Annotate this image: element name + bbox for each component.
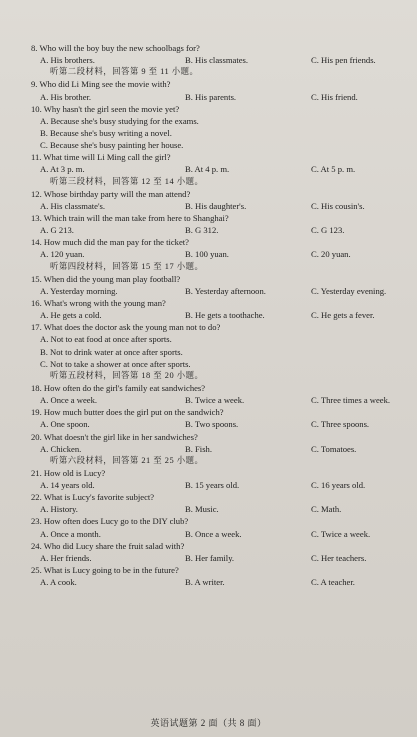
answer-options-row: [0, 503, 417, 515]
question-text: 21. How old is Lucy?: [31, 467, 106, 478]
answer-options-row: [0, 309, 417, 321]
question-text: 20. What doesn't the girl like in her sandwiches?: [31, 431, 198, 442]
answer-options-row: [0, 54, 417, 66]
option-a: A. One spoon.: [40, 419, 90, 430]
option-b: B. His daughter's.: [185, 200, 247, 211]
answer-options-row: [0, 163, 417, 175]
option-c: C. A teacher.: [311, 577, 355, 588]
answer-option: A. Not to eat food at once after sports.: [40, 334, 172, 345]
section-instruction: 听第四段材料，回答第 15 至 17 小题。: [50, 261, 204, 271]
question-text: 16. What's wrong with the young man?: [31, 297, 166, 308]
answer-options-row: [0, 479, 417, 491]
section-instruction: 听第三段材料，回答第 12 至 14 小题。: [50, 176, 204, 186]
answer-options-row: [0, 552, 417, 564]
option-b: B. 15 years old.: [185, 480, 240, 491]
section-instruction: 听第六段材料，回答第 21 至 25 小题。: [50, 455, 204, 465]
option-b: B. Her family.: [185, 552, 235, 563]
option-a: A. Once a month.: [40, 528, 101, 539]
option-a: A. 120 yuan.: [40, 249, 85, 260]
option-a: A. His brother.: [40, 91, 92, 102]
page-footer: 英语试题第 2 面（共 8 面）: [150, 718, 267, 728]
question-text: 15. When did the young man play football?: [31, 273, 181, 284]
question-text: 22. What is Lucy's favorite subject?: [31, 492, 155, 503]
question-text: 19. How much butter does the girl put on the sandwich?: [31, 407, 224, 418]
option-b: B. Once a week.: [185, 528, 242, 539]
option-c: C. Twice a week.: [311, 528, 371, 539]
question-text: 11. What time will Li Ming call the girl?: [31, 152, 171, 163]
option-b: B. 100 yuan.: [185, 249, 229, 260]
question-text: 12. Whose birthday party will the man attend?: [31, 188, 191, 199]
question-text: 10. Why hasn't the girl seen the movie yet?: [31, 103, 180, 114]
option-a: A. He gets a cold.: [40, 310, 102, 321]
section-instruction: 听第五段材料，回答第 18 至 20 小题。: [50, 370, 204, 380]
answer-options-row: [0, 528, 417, 540]
answer-options-row: [0, 224, 417, 236]
option-c: C. 16 years old.: [311, 480, 366, 491]
option-c: C. 20 yuan.: [311, 249, 351, 260]
option-b: B. He gets a toothache.: [185, 310, 265, 321]
option-a: A. 14 years old.: [40, 480, 95, 491]
option-a: A. His classmate's.: [40, 200, 106, 211]
option-c: C. Yesterday evening.: [311, 285, 387, 296]
question-text: 14. How much did the man pay for the ticket?: [31, 237, 189, 248]
option-a: A. A cook.: [40, 577, 77, 588]
option-b: B. G 312.: [185, 225, 219, 236]
answer-options-row: [0, 248, 417, 260]
answer-option: B. Not to drink water at once after sports.: [40, 346, 183, 357]
option-c: C. His pen friends.: [311, 55, 376, 66]
option-b: B. His classmates.: [185, 55, 249, 66]
answer-options-row: [0, 576, 417, 588]
option-a: A. At 3 p. m.: [40, 164, 85, 175]
answer-option: C. Not to take a shower at once after sports.: [40, 358, 191, 369]
option-b: B. Yesterday afternoon.: [185, 285, 266, 296]
question-text: 23. How often does Lucy go to the DIY club?: [31, 516, 189, 527]
option-b: B. Fish.: [185, 443, 212, 454]
option-b: B. Twice a week.: [185, 395, 245, 406]
option-a: A. Her friends.: [40, 552, 92, 563]
option-c: C. Three spoons.: [311, 419, 370, 430]
answer-option: A. Because she's busy studying for the exams.: [40, 115, 199, 126]
answer-option: C. Because she's busy painting her house.: [40, 140, 184, 151]
option-c: C. Her teachers.: [311, 552, 367, 563]
option-c: C. At 5 p. m.: [311, 164, 356, 175]
option-b: B. Two spoons.: [185, 419, 239, 430]
question-list: [0, 42, 417, 588]
option-a: A. Yesterday morning.: [40, 285, 118, 296]
section-instruction: 听第二段材料，回答第 9 至 11 小题。: [50, 67, 199, 77]
answer-options-row: [0, 200, 417, 212]
option-b: B. A writer.: [185, 577, 225, 588]
question-text: 18. How often do the girl's family eat sandwiches?: [31, 382, 206, 393]
answer-options-row: [0, 418, 417, 430]
answer-options-row: [0, 394, 417, 406]
option-b: B. At 4 p. m.: [185, 164, 230, 175]
answer-options-row: [0, 443, 417, 455]
option-c: C. Tomatoes.: [311, 443, 357, 454]
option-b: B. Music.: [185, 504, 219, 515]
answer-option: B. Because she's busy writing a novel.: [40, 127, 172, 138]
option-a: A. G 213.: [40, 225, 74, 236]
option-c: C. He gets a fever.: [311, 310, 375, 321]
question-text: 17. What does the doctor ask the young man not to do?: [31, 322, 221, 333]
question-text: 9. Who did Li Ming see the movie with?: [31, 79, 171, 90]
option-a: A. Once a week.: [40, 395, 98, 406]
answer-options-row: [0, 285, 417, 297]
option-c: C. Math.: [311, 504, 342, 515]
option-a: A. His brothers.: [40, 55, 95, 66]
question-text: 8. Who will the boy buy the new schoolbags for?: [31, 43, 200, 53]
option-c: C. G 123.: [311, 225, 345, 236]
option-c: C. His cousin's.: [311, 200, 365, 211]
option-c: C. His friend.: [311, 91, 358, 102]
question-text: 25. What is Lucy going to be in the future?: [31, 565, 179, 576]
question-text: 24. Who did Lucy share the fruit salad with?: [31, 540, 185, 551]
option-a: A. Chicken.: [40, 443, 82, 454]
question-text: 13. Which train will the man take from here to Shanghai?: [31, 212, 229, 223]
option-a: A. History.: [40, 504, 78, 515]
option-c: C. Three times a week.: [311, 395, 391, 406]
option-b: B. His parents.: [185, 91, 237, 102]
answer-options-row: [0, 91, 417, 103]
